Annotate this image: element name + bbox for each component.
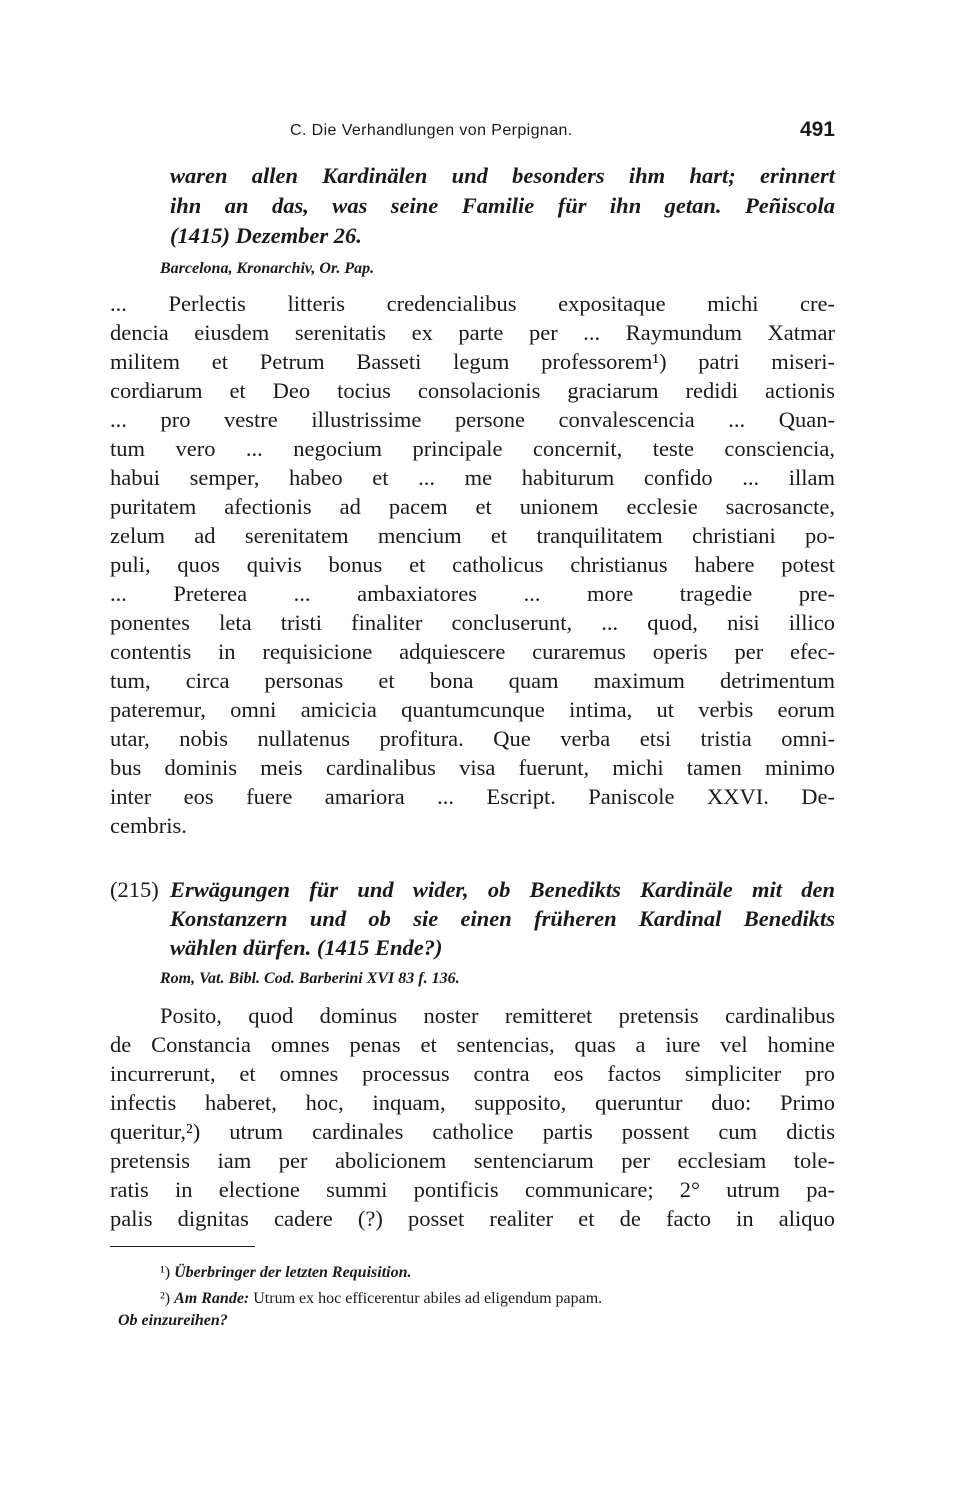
source-citation: Barcelona, Kronarchiv, Or. Pap. <box>160 260 375 277</box>
entry-title-line: Erwägungen für und wider, ob Benedikts Kardinäle mit den <box>170 877 835 902</box>
intro-line: waren allen Kardinälen und besonders ihm hart; erinnert <box>170 163 835 188</box>
footnote-2 <box>160 1290 602 1308</box>
footnote-marker: ¹) <box>160 1264 171 1281</box>
text-line: palis dignitas cadere (?) posset realiter et de facto in aliquo <box>110 1206 835 1231</box>
running-head: C. Die Verhandlungen von Perpignan. <box>290 122 573 139</box>
text-line: queritur,²) utrum cardinales catholice partis possent cum dictis <box>110 1119 835 1144</box>
text-line: puritatem afectionis ad pacem et unionem ecclesie sacrosancte, <box>110 494 835 519</box>
text-line: zelum ad serenitatem mencium et tranquilitatem christiani po- <box>110 523 835 548</box>
text-line: tum, circa personas et bona quam maximum detrimentum <box>110 668 835 693</box>
entry-title-line: Konstanzern und ob sie einen früheren Kardinal Benedikts <box>170 906 835 931</box>
text-line: Posito, quod dominus noster remitteret pretensis cardinalibus <box>160 1003 835 1028</box>
text-line: militem et Petrum Basseti legum professorem¹) patri miseri- <box>110 349 835 374</box>
text-line: infectis haberet, hoc, inquam, supposito, queruntur duo: Primo <box>110 1090 835 1115</box>
intro-line: ihn an das, was seine Familie für ihn getan. Peñiscola <box>170 193 835 218</box>
footnote-text: Utrum ex hoc efficerentur abiles ad eligendum papam. <box>253 1290 603 1307</box>
text-line: ponentes leta tristi finaliter concluserunt, ... quod, nisi illico <box>110 610 835 635</box>
text-line: pateremur, omni amicicia quantumcunque intima, ut verbis eorum <box>110 697 835 722</box>
text-line: contentis in requisicione adquiescere curaremus operis per efec- <box>110 639 835 664</box>
text-line: bus dominis meis cardinalibus visa fuerunt, michi tamen minimo <box>110 755 835 780</box>
text-line: de Constancia omnes penas et sentencias, quas a iure vel homine <box>110 1032 835 1057</box>
text-line: ... pro vestre illustrissime persone convalescencia ... Quan- <box>110 407 835 432</box>
page-number: 491 <box>799 118 835 141</box>
text-line: tum vero ... negocium principale concernit, teste consciencia, <box>110 436 835 461</box>
text-line: inter eos fuere amariora ... Escript. Paniscole XXVI. De- <box>110 784 835 809</box>
text-line: cordiarum et Deo tocius consolacionis graciarum redidi actionis <box>110 378 835 403</box>
footnote-1 <box>160 1264 411 1282</box>
text-line: incurrerunt, et omnes processus contra eos factos simpliciter pro <box>110 1061 835 1086</box>
text-line: habui semper, habeo et ... me habiturum confido ... illam <box>110 465 835 490</box>
page-header <box>110 118 835 148</box>
intro-line: (1415) Dezember 26. <box>170 223 362 248</box>
source-citation: Rom, Vat. Bibl. Cod. Barberini XVI 83 f. 136. <box>160 970 460 987</box>
text-line: ... Preterea ... ambaxiatores ... more tragedie pre- <box>110 581 835 606</box>
text-line: ratis in electione summi pontificis communicare; 2° utrum pa- <box>110 1177 835 1202</box>
footnote-rule <box>110 1246 255 1247</box>
text-line: pretensis iam per abolicionem sentenciarum per ecclesiam tole- <box>110 1148 835 1173</box>
text-line: ... Perlectis litteris credencialibus expositaque michi cre- <box>110 291 835 316</box>
text-line: cembris. <box>110 813 187 838</box>
entry-number: (215) <box>110 877 159 902</box>
footnote-marker: ²) <box>160 1290 171 1307</box>
entry-title-line: wählen dürfen. (1415 Ende?) <box>170 935 443 960</box>
text-line: puli, quos quivis bonus et catholicus christianus habere potest <box>110 552 835 577</box>
footnote-text: Überbringer der letzten Requisition. <box>174 1264 412 1281</box>
text-line: utar, nobis nullatenus profitura. Que verba etsi tristia omni- <box>110 726 835 751</box>
text-line: dencia eiusdem serenitatis ex parte per ... Raymundum Xatmar <box>110 320 835 345</box>
footnote-2-continuation: Ob einzureihen? <box>118 1312 228 1329</box>
footnote-label: Am Rande: <box>174 1290 250 1307</box>
